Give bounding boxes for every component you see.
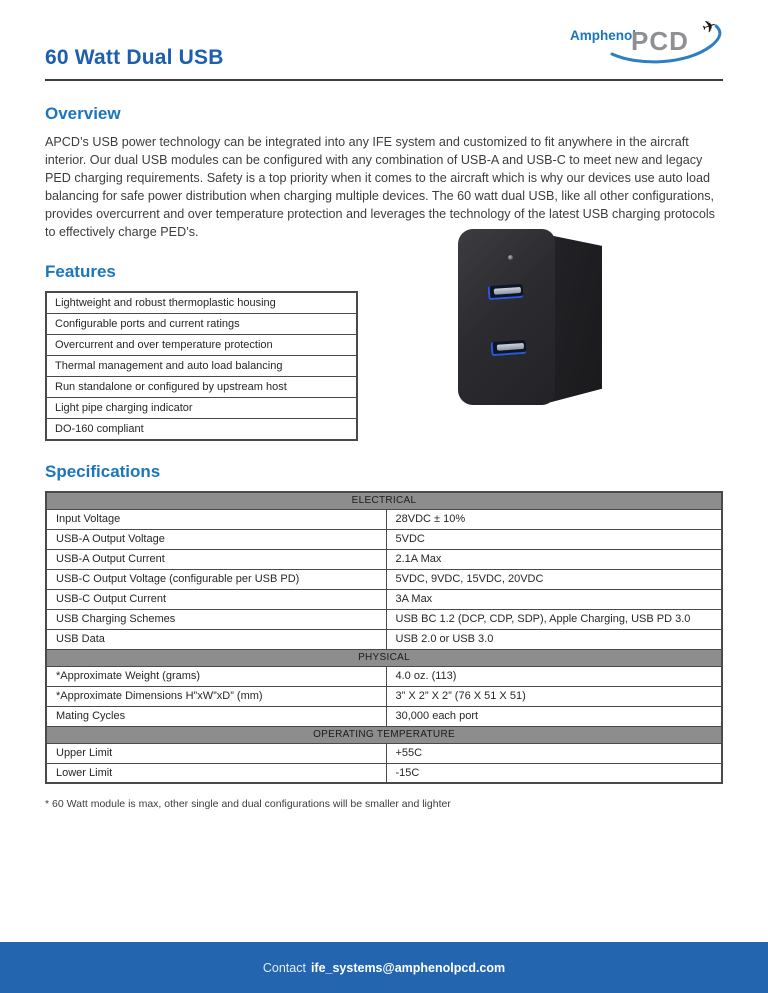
spec-section-row [46,649,722,666]
logo-sub-text: PCD [631,26,689,56]
spec-label-cell: *Approximate Weight (grams) [46,666,386,686]
feature-row [46,356,357,377]
spec-label-cell: USB-C Output Current [46,589,386,609]
logo-brand-text: Amphenol [570,28,636,43]
spec-value-cell: -15C [386,763,722,783]
spec-label-cell: Upper Limit [46,743,386,763]
feature-row [46,398,357,419]
contact-footer-bar [0,942,768,993]
feature-row [46,314,357,335]
feature-cell: Thermal management and auto load balancing [46,356,357,377]
spec-label-cell: *Approximate Dimensions H”xW”xD” (mm) [46,686,386,706]
spec-section-row [46,726,722,743]
spec-row [46,666,722,686]
usb-port-top [488,284,524,300]
spec-row [46,706,722,726]
contact-email-link[interactable]: ife_systems@amphenolpcd.com [310,960,506,975]
features-table [45,291,358,441]
specifications-heading: Specifications [45,462,161,481]
overview-paragraph: APCD’s USB power technology can be integrated into any IFE system and customized to fit anywhere in the aircraft interior. Our dual USB modules can be configured with any combination of USB-A and USB-C to meet new and legacy PED charging requirements. Safety is a top priority when it comes to the aircraft which is why our devices use auto load balancing for safe power distribution when charging multiple devices. The 60 watt dual USB, like all other configurations, provides overcurrent and over temperature protection and leverages the technology of the latest USB charging protocols to effectively charge PED’s. [45,135,715,239]
usb-port-tongue [494,287,521,295]
feature-cell: Run standalone or configured by upstream host [46,377,357,398]
spec-row [46,529,722,549]
page-title: 60 Watt Dual USB [45,46,224,69]
feature-row [46,292,357,314]
device-front-face [458,229,555,405]
spec-row [46,589,722,609]
feature-cell: Lightweight and robust thermoplastic housing [46,292,357,314]
title-divider [45,79,723,81]
feature-row [46,377,357,398]
spec-value-cell: 3A Max [386,589,722,609]
feature-cell: Overcurrent and over temperature protection [46,335,357,356]
spec-section-row [46,492,722,509]
spec-label-cell: USB Data [46,629,386,649]
product-image [458,229,610,409]
spec-value-cell: 3” X 2” X 2” (76 X 51 X 51) [386,686,722,706]
logo-graphic [568,16,728,68]
spec-row [46,686,722,706]
spec-row [46,763,722,783]
spec-label-cell: Lower Limit [46,763,386,783]
spec-row [46,549,722,569]
spec-label-cell: USB-A Output Current [46,549,386,569]
feature-row [46,419,357,441]
spec-section-title: ELECTRICAL [46,492,722,509]
feature-cell: Configurable ports and current ratings [46,314,357,335]
overview-heading: Overview [45,104,121,123]
spec-label-cell: USB Charging Schemes [46,609,386,629]
spec-value-cell: 28VDC ± 10% [386,509,722,529]
specifications-table [45,491,723,784]
feature-cell: DO-160 compliant [46,419,357,441]
spec-value-cell: 4.0 oz. (113) [386,666,722,686]
footnote: * 60 Watt module is max, other single and dual configurations will be smaller and lighter [45,798,451,810]
feature-row [46,335,357,356]
usb-port-tongue [497,343,524,351]
spec-row [46,509,722,529]
spec-label-cell: Input Voltage [46,509,386,529]
spec-value-cell: 2.1A Max [386,549,722,569]
spec-value-cell: 5VDC, 9VDC, 15VDC, 20VDC [386,569,722,589]
spec-row [46,569,722,589]
spec-label-cell: USB-C Output Voltage (configurable per USB PD) [46,569,386,589]
spec-row [46,629,722,649]
led-indicator [508,255,513,260]
feature-cell: Light pipe charging indicator [46,398,357,419]
amphenol-pcd-logo [568,16,728,68]
usb-port-bottom [491,340,527,356]
spec-value-cell: USB 2.0 or USB 3.0 [386,629,722,649]
airplane-icon: ✈ [699,16,720,38]
contact-label: Contact [262,960,306,975]
spec-row [46,743,722,763]
spec-label-cell: Mating Cycles [46,706,386,726]
spec-section-title: PHYSICAL [46,649,722,666]
features-heading: Features [45,262,116,281]
spec-label-cell: USB-A Output Voltage [46,529,386,549]
spec-value-cell: 5VDC [386,529,722,549]
spec-value-cell: 30,000 each port [386,706,722,726]
spec-value-cell: USB BC 1.2 (DCP, CDP, SDP), Apple Charging, USB PD 3.0 [386,609,722,629]
spec-value-cell: +55C [386,743,722,763]
spec-row [46,609,722,629]
spec-section-title: OPERATING TEMPERATURE [46,726,722,743]
